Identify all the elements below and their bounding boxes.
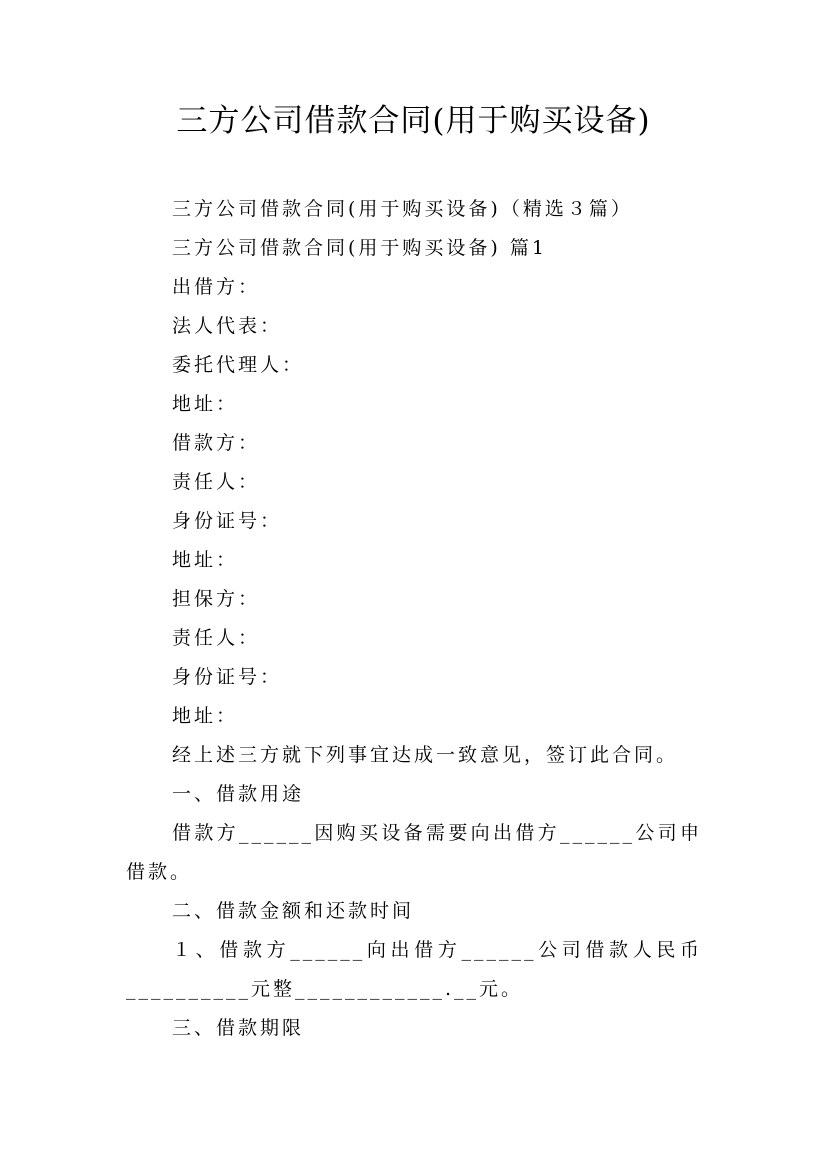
paragraph-line: 地址： [172,393,239,415]
document-title: 三方公司借款合同(用于购买设备) [176,103,651,139]
paragraph-line: 二、借款金额和还款时间 [172,900,415,922]
paragraph-line: 三方公司借款合同(用于购买设备)（精选３篇） [172,198,633,220]
paragraph-line: 身份证号： [172,666,283,688]
paragraph-line: 出借方： [172,276,261,298]
paragraph-line: 法人代表： [172,315,283,337]
document-body [126,190,702,1048]
paragraph-line: 借款方______因购买设备需要向出借方______公司申 [172,822,702,844]
paragraph-line: __________元整____________.__元。 [126,978,524,1000]
paragraph-line: 地址： [172,549,239,571]
paragraph-line: 责任人： [172,627,261,649]
paragraph-line: １、借款方______向出借方______公司借款人民币 [172,939,702,961]
paragraph-line: 地址： [172,705,239,727]
paragraph-line: 借款方： [172,432,261,454]
paragraph-line: 借款。 [126,861,193,883]
paragraph-line: 一、借款用途 [172,783,305,805]
paragraph-line: 担保方： [172,588,261,610]
paragraph-line: 三、借款期限 [172,1017,305,1039]
paragraph-line: 责任人： [172,471,261,493]
paragraph-line: 经上述三方就下列事宜达成一致意见，签订此合同。 [172,744,679,766]
paragraph-line: 身份证号： [172,510,283,532]
paragraph-line: 三方公司借款合同(用于购买设备) 篇1 [172,237,547,259]
paragraph-line: 委托代理人： [172,354,305,376]
